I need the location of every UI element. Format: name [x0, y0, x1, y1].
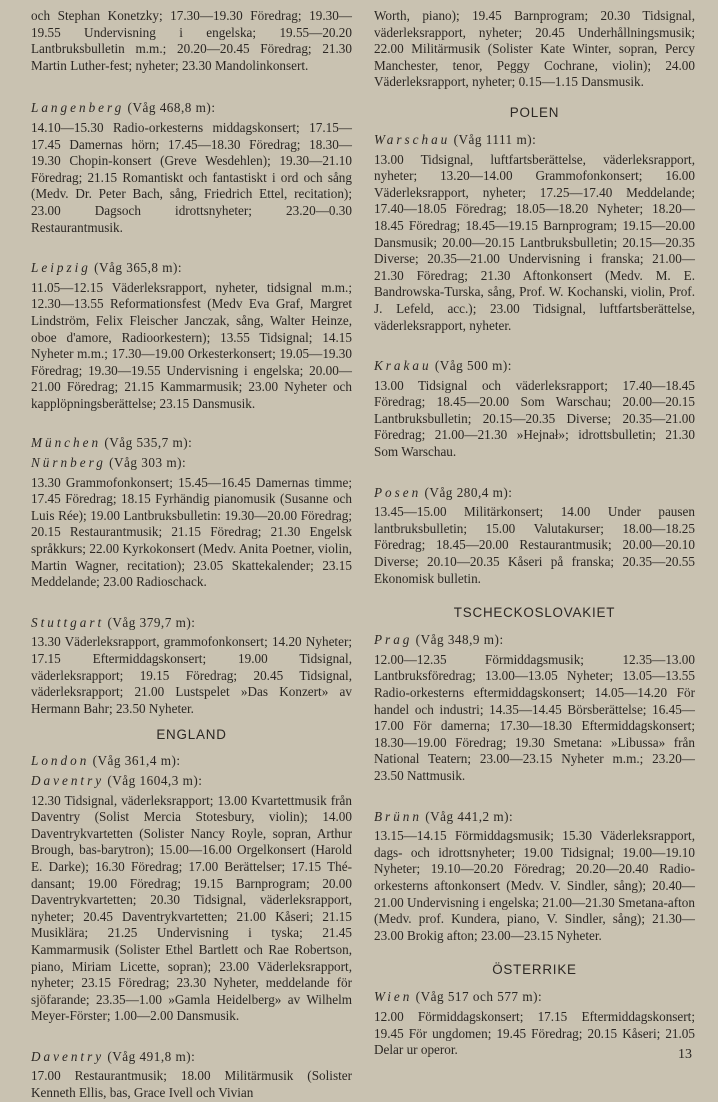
program-text: 12.30 Tidsignal, väderleksrapport; 13.00 Kvartettmusik från Daventry (Solist Mercia Stotesbury, violin); 14.00 Daventrykvartetten (Solister Nancy Royle, sopran, Arthur Brough, bas-barytron); 15.00—16.00 Orgelkonsert (Harold E. Darke); 16.30 Föredrag; 17.00 Berättelser; 17.15 Thé-dansant; 19.00 Föredrag; 19.15 Barnprogram; 20.00 Daventrykvartetten; 20.30 Tidsignal, väderleksrapport, nyheter; 20.45 Daventrykvartetten; 21.00 Kåseri; 21.15 Musiklära; 21.25 Undervisning i tyska; 21.45 Kammarmusik (Solister Ethel Bartlett och Rae Robertson, piano, Miriam Licette, sopran); 23.00 Väderleksrapport, nyheter; 23.15 Föredrag; 23.30 Nyheter, meddelande för sjöfarande; 23.35—1.00 »Gamla Heidelberg» av Wilhelm Meyer-Förster; 1.00—2.00 Dansmusik.	[31, 792, 352, 1024]
wavelength: (Våg 468,8 m):	[127, 100, 216, 116]
left-column	[31, 8, 352, 1101]
station-block-london	[31, 753, 352, 1025]
wavelength: (Våg 491,8 m):	[107, 1048, 196, 1064]
page-number: 13	[678, 1047, 692, 1062]
program-text: 13.00 Tidsignal, luftfartsberättelse, väderleksrapport, nyheter; 13.20—14.00 Grammofonkonsert; 16.00 Väderleksrapport, nyheter; 17.25—17.40 Meddelande; 17.40—18.05 Föredrag; 18.05—18.20 Nyheter; 18.20—18.45 Föredrag; 18.45—19.15 Barnprogram; 19.15—20.00 Dansmusik; 20.00—20.15 Lantbruksbulletin; 20.15—20.35 Diverse; 20.35—21.00 Undervisning i franska; 21.00—21.30 Föredrag; 21.30 Aftonkonsert (Medv. M. E. Bandrowska-Turska, sång, Prof. W. Kochanski, violin, Prof. J. Lefeld, acc.); 23.00 Tidsignal, luftfartsberättelse, väderleksrapport, nyheter.	[374, 151, 695, 333]
program-text: 17.00 Restaurantmusik; 18.00 Militärmusik (Solister Kenneth Ellis, bas, Grace Ivell och Vivian	[31, 1068, 352, 1101]
wavelength: (Våg 379,7 m):	[107, 614, 196, 630]
wavelength: (Våg 517 och 577 m):	[415, 989, 543, 1005]
wavelength: (Våg 1604,3 m):	[107, 772, 203, 788]
station-name: Nürnberg	[31, 455, 106, 471]
station-heading	[31, 100, 352, 117]
station-block-brunn	[374, 809, 695, 945]
station-heading-2	[31, 773, 352, 790]
station-block-stuttgart	[31, 615, 352, 718]
station-name: Daventry	[31, 1048, 105, 1064]
section-title-tscheckoslovakiet: TSCHECKOSLOVAKIET	[453, 605, 616, 621]
station-block-warschau	[374, 132, 695, 334]
section-title-england: ENGLAND	[156, 727, 227, 743]
station-block-daventry	[31, 1049, 352, 1102]
station-block-leipzig	[31, 260, 352, 412]
station-name: Leipzig	[31, 260, 91, 276]
station-heading	[374, 358, 695, 375]
station-heading	[374, 632, 695, 649]
program-text: 13.30 Grammofonkonsert; 15.45—16.45 Damernas timme; 17.45 Föredrag; 18.15 Fyrhändig pianomusik (Susanne och Luis Rée); 19.00 Lantbruksbulletin: 19.30—20.00 Föredrag; 20.15 Restaurantmusik; 21.15 Föredrag; 21.30 Engelsk språkkurs; 22.00 Kyrkokonsert (Medv. Anita Poetner, violin, Martin Wagner, recitation); 23.05 Skattekalender; 23.15 Meddelande; 23.00 Radioschack.	[31, 474, 352, 590]
continued-text: och Stephan Konetzky; 17.30—19.30 Föredrag; 19.30—19.55 Undervisning i engelska; 19.55—20.20 Lantbruksbulletin m.m.; 20.20—20.45 Föredrag; 21.30 Martin Luther-fest; nyheter; 23.30 Mandolinkonsert.	[31, 8, 352, 73]
wavelength: (Våg 361,4 m):	[92, 753, 181, 769]
program-text: 12.00 Förmiddagskonsert; 17.15 Eftermiddagskonsert; 19.45 För ungdomen; 19.45 Föredrag; 20.15 Kåseri; 21.05 Delar ur operor.	[374, 1008, 695, 1058]
wavelength: (Våg 365,8 m):	[94, 260, 183, 276]
station-heading	[31, 615, 352, 632]
station-name: Posen	[374, 484, 422, 500]
wavelength: (Våg 280,4 m):	[424, 484, 513, 500]
station-block-wien	[374, 989, 695, 1058]
station-name: München	[31, 435, 102, 451]
station-heading-2	[31, 455, 352, 472]
right-column	[374, 8, 695, 1075]
station-name: Prag	[374, 632, 413, 648]
station-name: Daventry	[31, 772, 105, 788]
section-title-osterrike: ÖSTERRIKE	[492, 962, 577, 978]
program-text: 13.45—15.00 Militärkonsert; 14.00 Under pausen lantbruksbulletin; 15.00 Valutakurser; 18.00—18.25 Föredrag; 18.45—20.00 Restaurantmusik; 20.00—20.10 Diverse; 20.10—20.35 Kåseri på franska; 20.35—20.55 Ekonomisk bulletin.	[374, 504, 695, 586]
program-text: 13.30 Väderleksrapport, grammofonkonsert; 14.20 Nyheter; 17.15 Eftermiddagskonsert; 19.00 Tidsignal, väderleksrapport; 19.15 Föredrag; 20.45 Tidsignal, väderleksrapport; 21.00 Lustspelet »Das Konzert» av Hermann Bahr; 23.50 Nyheter.	[31, 634, 352, 716]
station-block-prag	[374, 632, 695, 784]
station-block-krakau	[374, 358, 695, 461]
wavelength: (Våg 348,9 m):	[415, 632, 504, 648]
program-text: 12.00—12.35 Förmiddagsmusik; 12.35—13.00 Lantbruksföredrag; 13.00—13.05 Nyheter; 13.05—13.55 Radio-orkesterns eftermiddagskonsert; 14.05—14.20 För handel och industri; 14.35—14.45 Börsberättelse; 16.45—17.00 För damerna; 17.30—18.30 Eftermiddagskonsert; 18.30—19.00 Föredrag; 19.30 Smetana: »Libussa» från National Teatern; 23.00—23.15 Nyheter m.m.; 23.20—23.50 Nattmusik.	[374, 651, 695, 783]
station-block-langenberg	[31, 100, 352, 236]
wavelength: (Våg 1111 m):	[453, 131, 537, 147]
station-name: Brünn	[374, 808, 422, 824]
program-text: 13.15—14.15 Förmiddagsmusik; 15.30 Väderleksrapport, dags- och idrottsnyheter; 19.00 Tidsignal; 19.00—19.10 Nyheter; 19.10—20.20 Föredrag; 20.20—20.40 Radio-orkesterns aftonkonsert (Medv. V. Sindler, sång); 20.40—21.00 Undervisning i engelska; 21.00—21.30 Smetana-afton (Medv. prof. Kundera, piano, V. Sindler, sång); 21.30—23.00 Brokig afton; 23.00—23.15 Nyheter.	[374, 828, 695, 943]
continued-text: Worth, piano); 19.45 Barnprogram; 20.30 Tidsignal, väderleksrapport, nyheter; 20.45 Underhållningsmusik; 22.00 Militärmusik (Solister Kate Winter, sopran, Percy Manchester, tenor, Peggy Cochrane, violin); 24.00 Väderleksrapport, nyheter; 0.15—1.15 Dansmusik.	[374, 8, 695, 90]
section-title-polen: POLEN	[509, 104, 560, 120]
program-text: 13.00 Tidsignal och väderleksrapport; 17.40—18.45 Föredrag; 18.45—20.00 Som Warschau; 20.00—20.15 Lantbruksbulletin; 20.15—20.35 Diverse; 20.35—21.00 Föredrag; 21.00—21.30 »Hejnał»; idrottsbulletin; 21.30 Som Warschau.	[374, 377, 695, 460]
station-heading	[31, 1049, 352, 1066]
station-heading	[31, 435, 352, 452]
wavelength: (Våg 500 m):	[434, 358, 512, 374]
station-block-posen	[374, 485, 695, 588]
station-heading	[31, 753, 352, 770]
station-name: Stuttgart	[31, 614, 105, 630]
station-name: Wien	[374, 989, 413, 1005]
program-text: 11.05—12.15 Väderleksrapport, nyheter, tidsignal m.m.; 12.30—13.55 Reformationsfest (Medv Eva Graf, Margret Lindström, Felix Fleischer Janczak, sång, Walter Heinze, oboe d'amore, Radioorkestern); 13.55 Tidsignal; 14.15 Nyheter m.m.; 17.30—19.00 Orkesterkonsert; 19.05—19.30 Föredrag; 19.30—19.55 Undervisning i engelska; 20.00—21.00 Föredrag; 21.15 Kammarmusik; 23.00 Nyheter och kapplöpningsberättelse; 23.15 Dansmusik.	[31, 279, 352, 411]
station-block-munchen	[31, 435, 352, 590]
station-heading	[374, 132, 695, 149]
station-heading	[31, 260, 352, 277]
station-name: Krakau	[374, 358, 432, 374]
station-heading	[374, 809, 695, 826]
station-name: London	[31, 753, 90, 769]
station-name: Warschau	[374, 131, 451, 147]
station-heading	[374, 989, 695, 1006]
station-name: Langenberg	[31, 100, 125, 116]
wavelength: (Våg 441,2 m):	[425, 808, 514, 824]
program-text: 14.10—15.30 Radio-orkesterns middagskonsert; 17.15—17.45 Damernas hörn; 17.45—18.30 Föredrag; 18.30—19.30 Chopin-konsert (Greve Wesdehlen); 19.30—21.10 Föredrag; 21.15 Romantiskt och fantastiskt i ord och sång (Medv. Dr. Peter Bach, sång, Friedrich Ettel, recitation); 23.00 Dagsoch idrottsnyheter; 23.20—0.30 Restaurantmusik.	[31, 119, 352, 235]
station-heading	[374, 485, 695, 502]
wavelength: (Våg 535,7 m):	[104, 435, 193, 451]
wavelength: (Våg 303 m):	[109, 455, 187, 471]
